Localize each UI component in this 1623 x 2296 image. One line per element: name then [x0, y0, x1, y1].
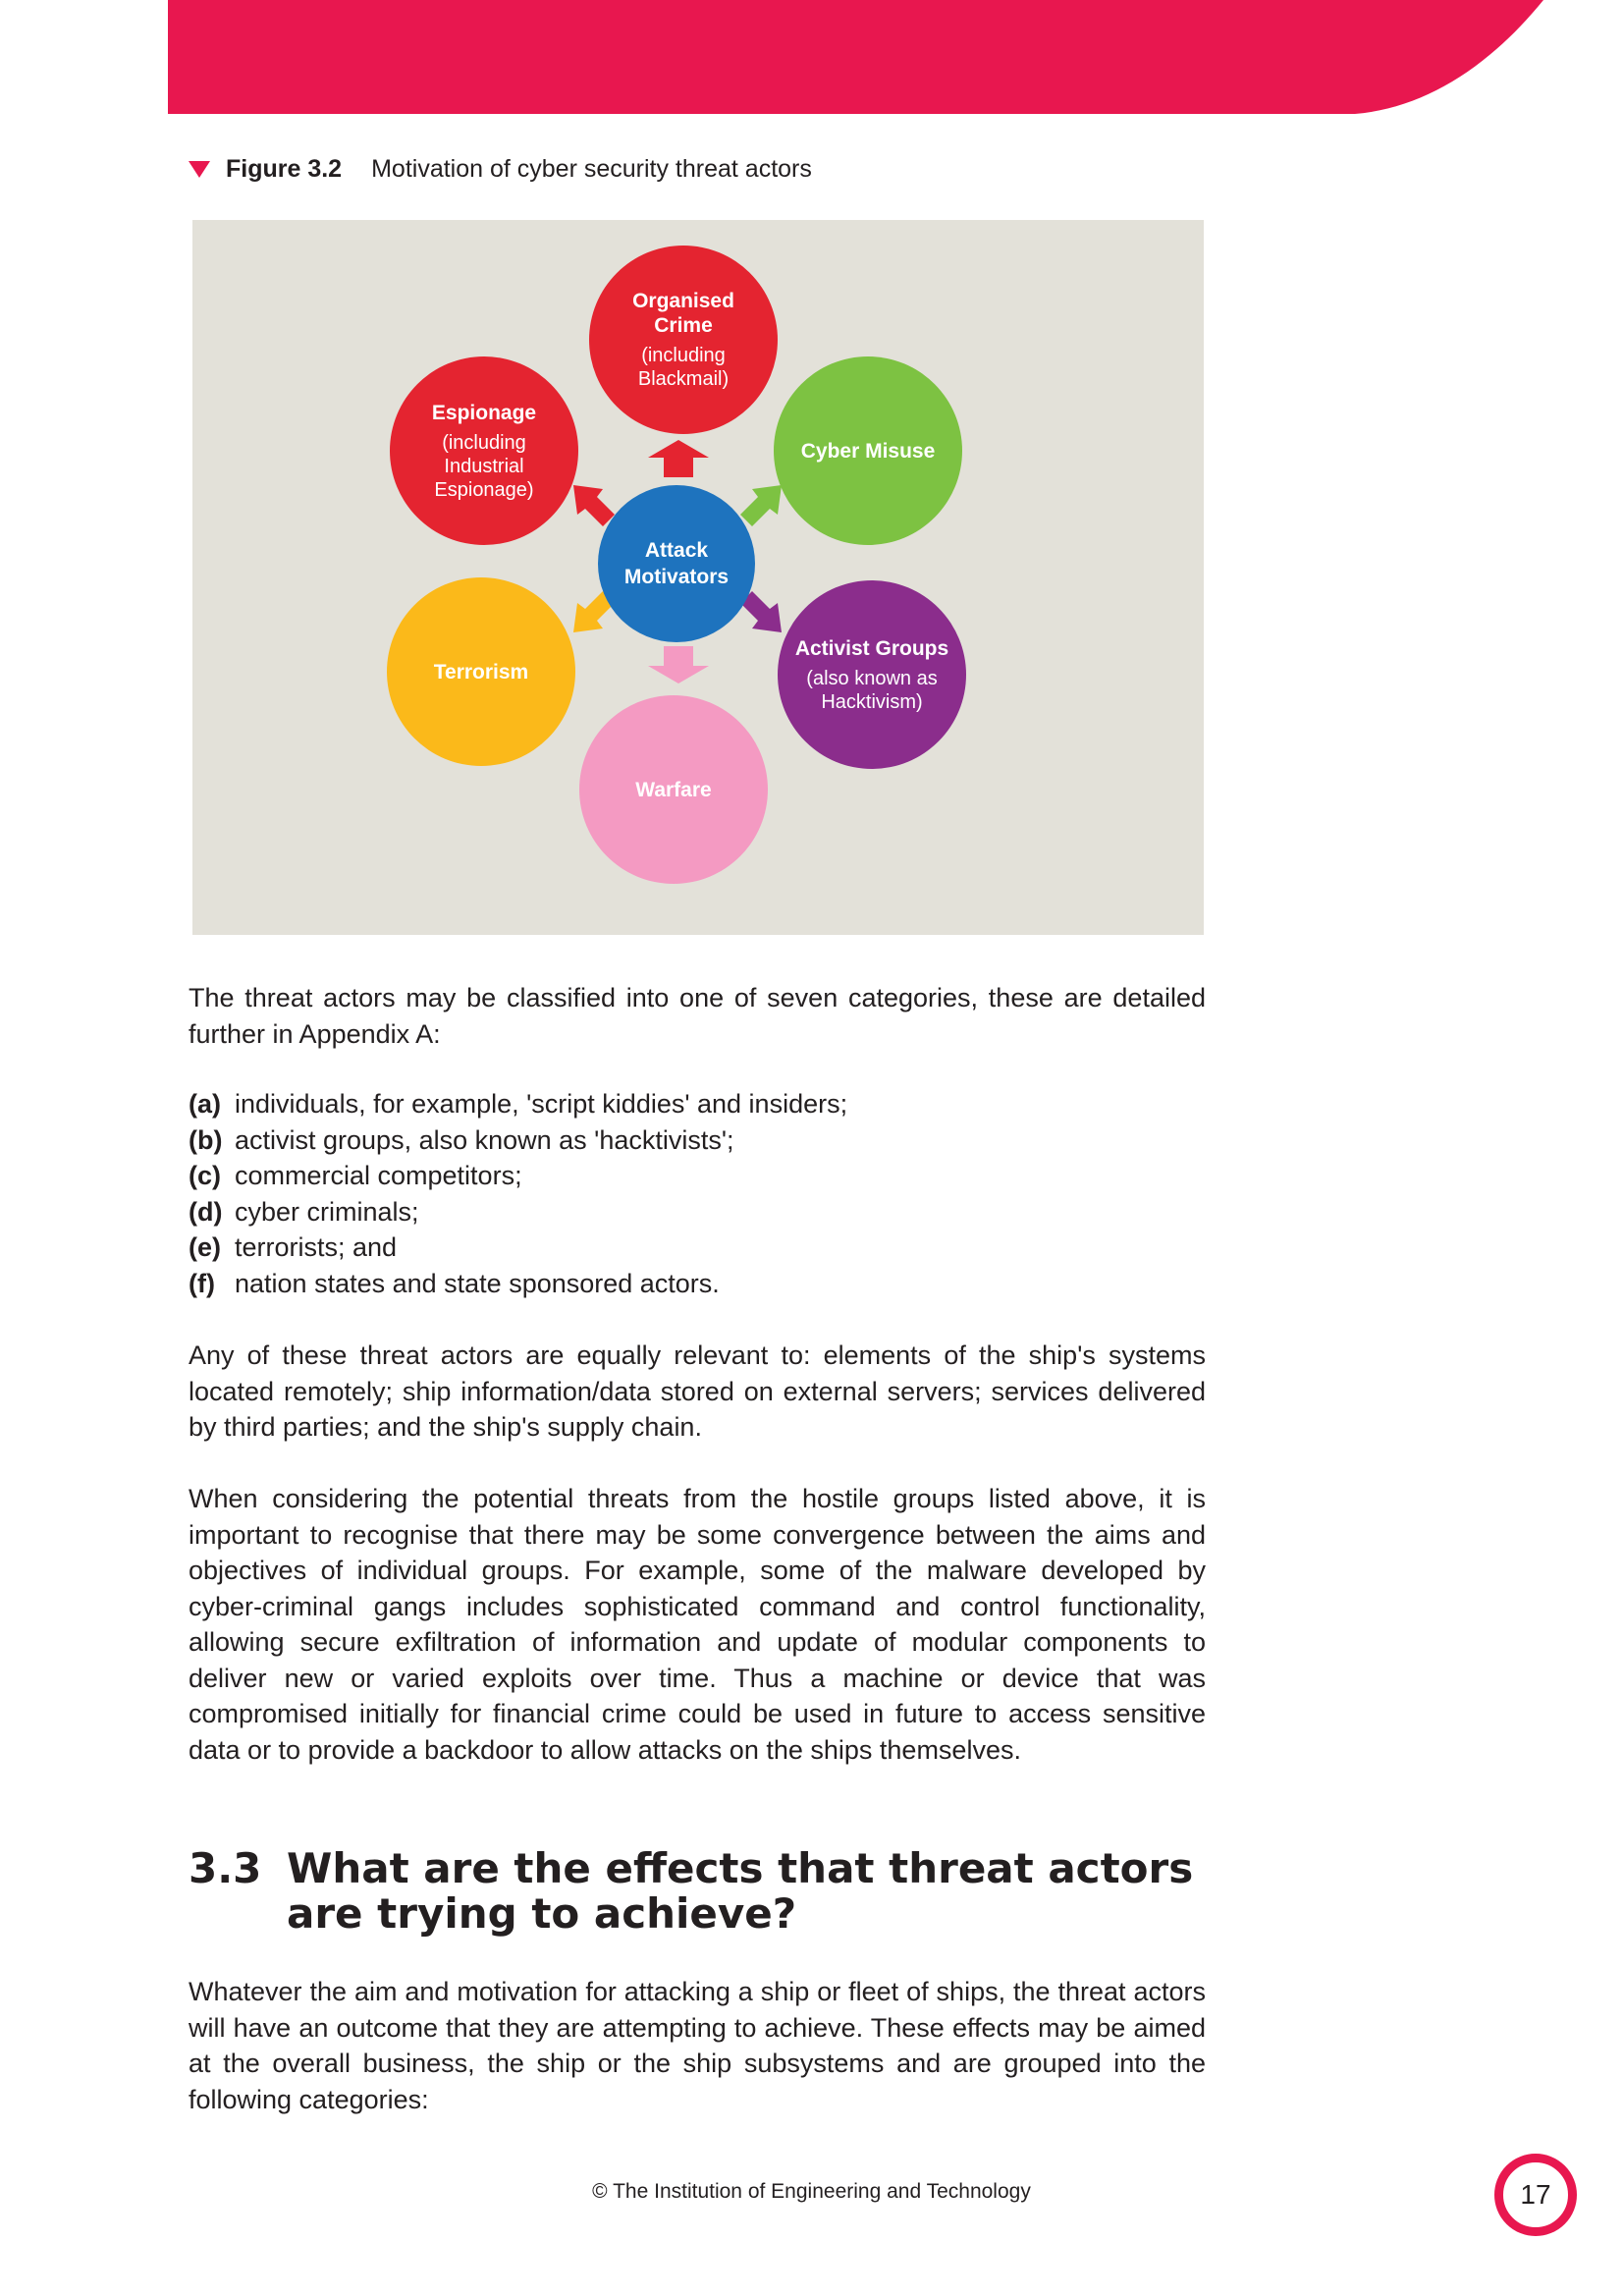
- arrow-down-icon: [648, 646, 709, 683]
- paragraph-3: When considering the potential threats from the hostile groups listed above, it is important to recognise that there may be some convergence between the aims and objectives of individual groups. For example, some of the malware developed by cyber-criminal gangs includes sophisticated command and control functionality, allowing secure exfiltration of information and update of modular components to deliver new or varied exploits over time. Thus a machine or device that was compromised initially for financial crime could be used in future to access sensitive data or to provide a backdoor to allow attacks on the ships themselves.: [189, 1484, 1206, 1765]
- section-title-line2: are trying to achieve?: [287, 1889, 797, 1938]
- figure-label: Figure 3.2: [226, 155, 343, 183]
- intro-paragraph-block: [189, 980, 1206, 1052]
- section-number: 3.3: [189, 1844, 262, 1892]
- footer-copyright: © The Institution of Engineering and Technology: [592, 2180, 1031, 2203]
- arrow-upright-icon: [738, 485, 782, 528]
- section-title-line1: What are the effects that threat actors: [287, 1844, 1194, 1892]
- list-item: (e) terrorists; and: [189, 1232, 398, 1262]
- node-organised-crime: [589, 246, 778, 434]
- paragraph-2-block: [189, 1338, 1206, 1446]
- node-terrorism: [387, 577, 575, 766]
- node-attack-motivators: [598, 485, 755, 642]
- list-item: (f) nation states and state sponsored actors.: [189, 1268, 720, 1298]
- paragraph-4-block: [189, 1974, 1206, 2117]
- node-title: Organised Crime: [632, 290, 734, 337]
- node-title: Attack Motivators: [623, 539, 730, 588]
- node-subtitle: (including Industrial Espionage): [434, 431, 534, 501]
- node-subtitle: (also known as Hacktivism): [806, 667, 938, 713]
- figure-caption: [189, 155, 812, 184]
- figure-caption-text: Motivation of cyber security threat actors: [371, 155, 812, 183]
- node-subtitle: (including Blackmail): [637, 345, 730, 390]
- node-cyber-misuse: [774, 356, 962, 545]
- paragraph-3-block: [189, 1481, 1206, 1768]
- caption-triangle-icon: [189, 161, 210, 178]
- list-item: (b) activist groups, also known as 'hacktivists';: [189, 1124, 734, 1155]
- page-number: 17: [1494, 2154, 1577, 2236]
- node-title: Cyber Misuse: [800, 439, 936, 463]
- node-title: Espionage: [431, 401, 537, 424]
- node-title: Warfare: [635, 778, 712, 801]
- paragraph-4: Whatever the aim and motivation for attacking a ship or fleet of ships, the threat actors will have an outcome that they are attempting to achieve. These effects may be aimed at the overall business, the ship or the ship subsystems and are grouped into the following categories:: [189, 1977, 1206, 2114]
- paragraph-2: Any of these threat actors are equally relevant to: elements of the ship's systems located remotely; ship information/data stored on external servers; services delivered by third parties; and the ship's supply chain.: [189, 1340, 1206, 1442]
- node-espionage: [390, 356, 578, 545]
- threat-actor-list: [189, 1086, 847, 1301]
- node-title: Activist Groups: [794, 636, 949, 660]
- arrow-up-icon: [648, 440, 709, 477]
- list-item: (c) commercial competitors;: [189, 1161, 522, 1190]
- top-banner: [0, 0, 1623, 116]
- section-heading: [189, 1846, 1193, 1937]
- node-warfare: [579, 695, 768, 884]
- list-item: (d) cyber criminals;: [189, 1196, 419, 1227]
- node-title: Terrorism: [433, 660, 529, 683]
- intro-paragraph: The threat actors may be classified into one of seven categories, these are detailed further in Appendix A:: [189, 983, 1206, 1049]
- node-activist-groups: [778, 580, 966, 769]
- list-item: (a) individuals, for example, 'script kiddies' and insiders;: [189, 1089, 848, 1119]
- attack-motivators-diagram: [192, 220, 1204, 935]
